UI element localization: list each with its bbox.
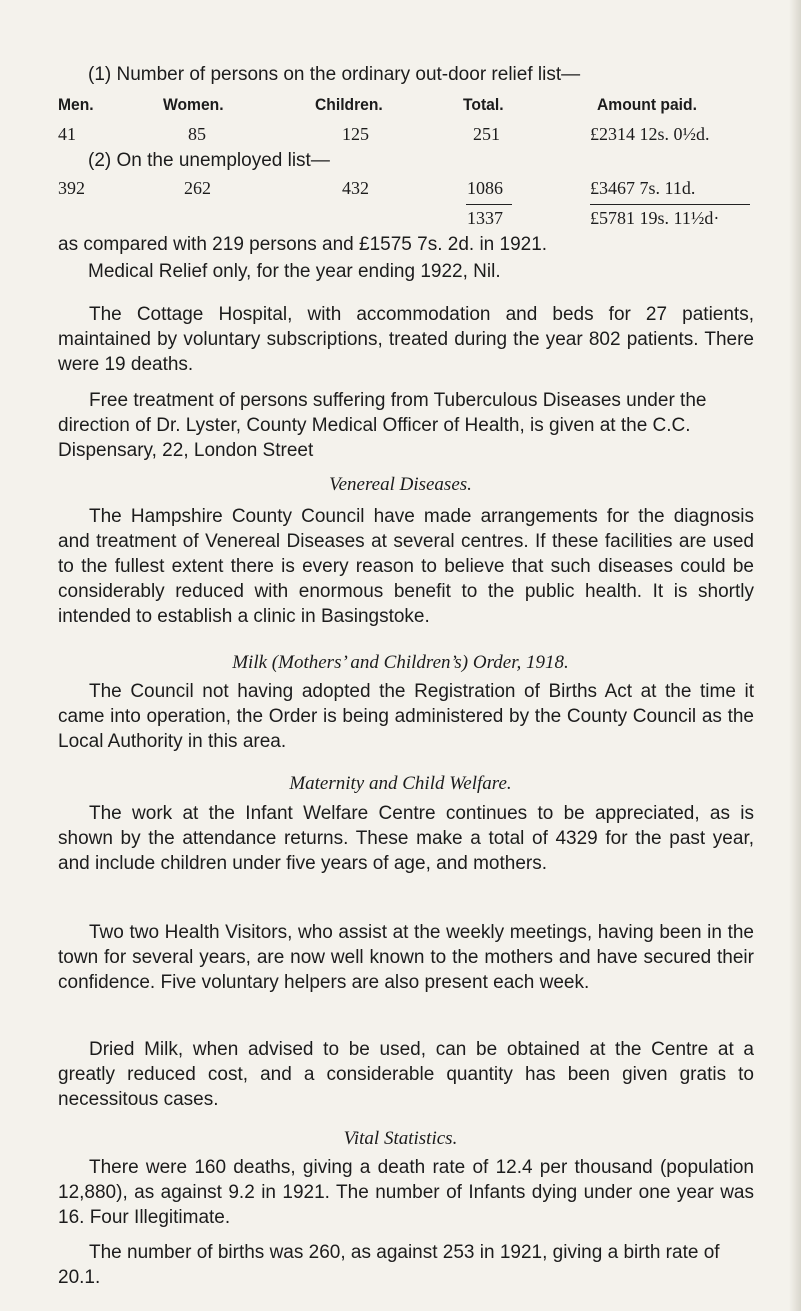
header-total: Total.: [463, 95, 504, 114]
vital-statistics-heading: Vital Statistics.: [343, 1128, 458, 1149]
header-amount: Amount paid.: [597, 95, 697, 114]
maternity-heading: Maternity and Child Welfare.: [289, 773, 512, 794]
venereal-diseases-paragraph: The Hampshire County Council have made arrangements for the diagnosis and treatment of Venereal Diseases at several centres. If these facilities are used to the fullest extent there is every reason to believe that such diseases could be considerably reduced with enormous benefit to the public health. It is shortly intended to establish a clinic in Basingstoke.: [58, 506, 754, 627]
row2-women: 262: [184, 178, 211, 198]
row2-men: 392: [58, 178, 85, 198]
maternity-paragraph-2: Two two Health Visitors, who assist at the weekly meetings, having been in the town for several years, are now well known to the mothers and have secured their confidence. Five voluntary helpers are also present each week.: [58, 922, 754, 993]
row2-total: 1086: [467, 178, 503, 198]
total-rule: [466, 204, 512, 205]
maternity-paragraph-3: Dried Milk, when advised to be used, can be obtained at the Centre at a greatly reduced cost, and a considerable quantity has been given gratis to necessitous cases.: [58, 1039, 754, 1110]
grand-amount: £5781 19s. 11½d·: [590, 208, 720, 228]
milk-order-paragraph: The Council not having adopted the Registration of Births Act at the time it came into operation, the Order is being administered by the County Council as the Local Authority in this area.: [58, 681, 754, 752]
header-men: Men.: [58, 95, 94, 114]
cottage-hospital-paragraph: The Cottage Hospital, with accommodation and beds for 27 patients, maintained by voluntary subscriptions, treated during the year 802 patients. There were 19 deaths.: [58, 304, 754, 375]
milk-order-heading: Milk (Mothers’ and Children’s) Order, 1918.: [232, 652, 569, 673]
row2-amount: £3467 7s. 11d.: [590, 178, 696, 198]
relief-list-intro: (1) Number of persons on the ordinary out-door relief list—: [88, 64, 581, 85]
header-women: Women.: [163, 95, 224, 114]
venereal-diseases-heading: Venereal Diseases.: [329, 474, 472, 495]
row1-women: 85: [188, 124, 206, 144]
unemployed-list-intro: (2) On the unemployed list—: [88, 150, 330, 171]
vital-statistics-paragraph-2: The number of births was 260, as against 253 in 1921, giving a birth rate of 20.1.: [58, 1242, 720, 1288]
row1-amount: £2314 12s. 0½d.: [590, 124, 710, 144]
row1-men: 41: [58, 124, 76, 144]
compared-line: as compared with 219 persons and £1575 7s. 2d. in 1921.: [58, 234, 548, 255]
page-edge-shadow: [789, 0, 801, 1311]
medical-relief-line: Medical Relief only, for the year ending 1922, Nil.: [88, 261, 501, 282]
grand-total: 1337: [467, 208, 503, 228]
vital-statistics-paragraph-1: There were 160 deaths, giving a death rate of 12.4 per thousand (population 12,880), as against 9.2 in 1921. The number of Infants dying under one year was 16. Four Illegitimate.: [58, 1157, 754, 1228]
header-children: Children.: [315, 95, 383, 114]
tuberculosis-paragraph: Free treatment of persons suffering from Tuberculous Diseases under the direction of Dr. Lyster, County Medical Officer of Health, is given at the C.C. Dispensary, 22, London Street: [58, 390, 707, 461]
maternity-paragraph-1: The work at the Infant Welfare Centre continues to be appreciated, as is shown by the attendance returns. These make a total of 4329 for the past year, and include children under five years of age, and mothers.: [58, 803, 754, 874]
amount-rule: [590, 204, 750, 205]
row2-children: 432: [342, 178, 369, 198]
row1-total: 251: [473, 124, 500, 144]
row1-children: 125: [342, 124, 369, 144]
